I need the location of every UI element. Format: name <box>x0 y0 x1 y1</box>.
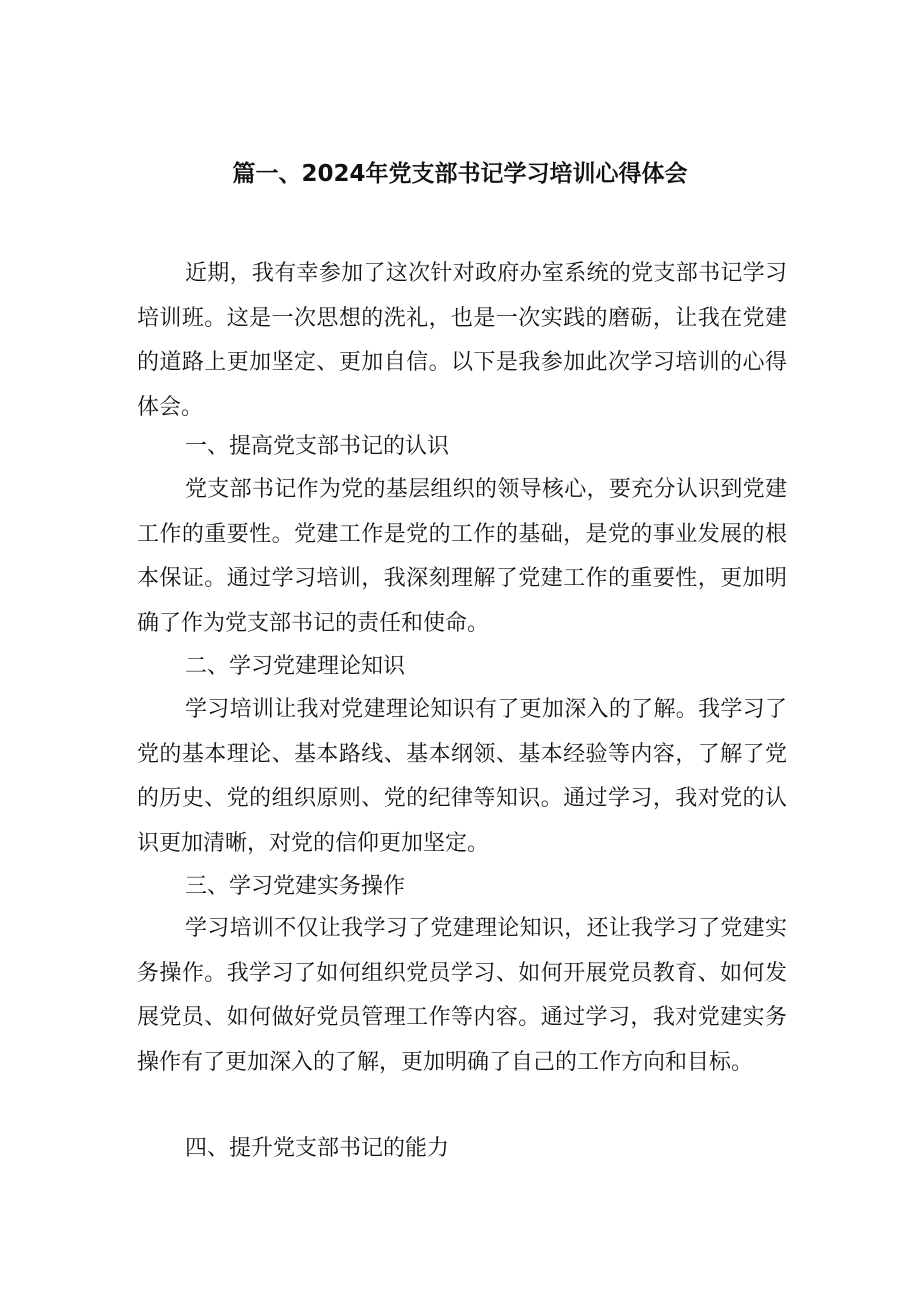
section-1-heading: 一、提高党支部书记的认识 <box>185 434 450 459</box>
section-2-heading: 二、学习党建理论知识 <box>185 654 406 679</box>
intro-paragraph: 近期，我有幸参加了这次针对政府办室系统的党支部书记学习培训班。这是一次思想的洗礼，也是一次实践的磨砺，让我在党建的道路上更加坚定、更加自信。以下是我参加此次学习培训的心得体会。 <box>137 261 787 420</box>
section-4-heading: 四、提升党支部书记的能力 <box>185 1136 450 1161</box>
section-2-body: 学习培训让我对党建理论知识有了更加深入的了解。我学习了党的基本理论、基本路线、基本纲领、基本经验等内容，了解了党的历史、党的组织原则、党的纪律等知识。通过学习，我对党的认识更加清晰，对党的信仰更加坚定。 <box>137 697 787 856</box>
section-3-heading: 三、学习党建实务操作 <box>185 874 406 899</box>
section-3-body: 学习培训不仅让我学习了党建理论知识，还让我学习了党建实务操作。我学习了如何组织党员学习、如何开展党员教育、如何发展党员、如何做好党员管理工作等内容。通过学习，我对党建实务操作有了更加深入的了解，更加明确了自己的工作方向和目标。 <box>137 916 787 1075</box>
section-1-body: 党支部书记作为党的基层组织的领导核心，要充分认识到党建工作的重要性。党建工作是党的工作的基础，是党的事业发展的根本保证。通过学习培训，我深刻理解了党建工作的重要性，更加明确了作为党支部书记的责任和使命。 <box>137 477 787 636</box>
document-title: 篇一、2024年党支部书记学习培训心得体会 <box>232 161 688 187</box>
